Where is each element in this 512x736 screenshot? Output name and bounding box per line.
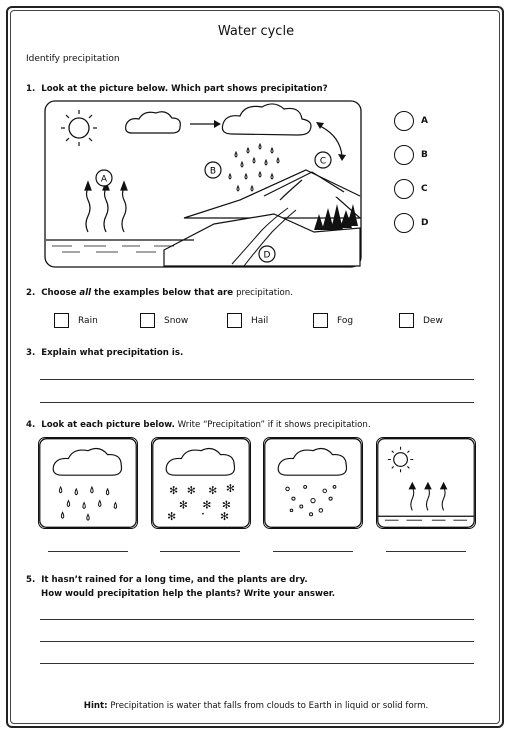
worksheet-subtitle: Identify precipitation <box>26 54 120 64</box>
question-3-text: Explain what precipitation is. <box>41 348 184 358</box>
worksheet-title: Water cycle <box>217 24 295 39</box>
diagram-label-d <box>259 246 275 262</box>
question-4 <box>26 420 371 430</box>
diagram-label-c <box>315 152 331 168</box>
svg-text:D: D <box>263 250 271 261</box>
question-4-number: 4. <box>26 420 36 430</box>
question-2 <box>26 288 293 298</box>
svg-text:C: C <box>319 156 327 167</box>
checkbox-hail-label: Hail <box>251 316 269 326</box>
answer-line-q3-1[interactable] <box>40 379 474 380</box>
option-b-label: B <box>421 150 428 160</box>
svg-text:✻: ✻ <box>178 498 188 512</box>
svg-text:✻: ✻ <box>167 510 177 524</box>
option-d-label: D <box>421 218 429 228</box>
hint-label: Hint: <box>83 701 108 711</box>
checkbox-fog[interactable] <box>313 313 328 328</box>
option-a-label: A <box>421 116 428 126</box>
picture-hail <box>263 437 363 529</box>
question-1 <box>26 84 328 94</box>
picture-evaporation <box>376 437 476 529</box>
svg-text:✻: ✻ <box>202 498 212 512</box>
checkbox-fog-label: Fog <box>337 316 354 326</box>
checkbox-snow-label: Snow <box>164 316 189 326</box>
checkbox-dew[interactable] <box>399 313 414 328</box>
option-c-circle[interactable] <box>394 179 414 199</box>
question-3 <box>26 348 183 358</box>
svg-text:✻: ✻ <box>225 481 235 495</box>
answer-line-q5-2[interactable] <box>40 641 474 642</box>
hint <box>0 701 512 711</box>
question-4-text-bold: Look at each picture below. <box>41 420 175 430</box>
svg-text:✻: ✻ <box>221 498 231 512</box>
answer-line-picture-4[interactable] <box>386 551 466 552</box>
option-d-circle[interactable] <box>394 213 414 233</box>
answer-line-q5-3[interactable] <box>40 663 474 664</box>
checkbox-rain-label: Rain <box>78 316 98 326</box>
question-5-number: 5. <box>26 575 36 585</box>
answer-line-picture-2[interactable] <box>160 551 240 552</box>
svg-text:✻: ✻ <box>219 510 229 524</box>
diagram-label-a <box>96 170 112 186</box>
question-2-number: 2. <box>26 288 36 298</box>
answer-line-picture-1[interactable] <box>48 551 128 552</box>
question-5 <box>26 575 308 585</box>
checkbox-dew-label: Dew <box>423 316 443 326</box>
checkbox-hail[interactable] <box>227 313 242 328</box>
svg-text:✻: ✻ <box>169 483 179 497</box>
checkbox-snow[interactable] <box>140 313 155 328</box>
question-2-emphasis: all <box>79 288 92 298</box>
question-2-text-pre: Choose <box>41 288 80 298</box>
svg-text:B: B <box>209 166 217 177</box>
question-2-text-end: precipitation. <box>236 288 293 298</box>
question-5-line-1: It hasn’t rained for a long time, and the plants are dry. <box>41 575 308 585</box>
svg-text:✻: ✻ <box>208 483 218 497</box>
option-a-circle[interactable] <box>394 111 414 131</box>
question-3-number: 3. <box>26 348 36 358</box>
answer-line-q3-2[interactable] <box>40 402 474 403</box>
option-b-circle[interactable] <box>394 145 414 165</box>
question-5-line-2: How would precipitation help the plants? Write your answer. <box>41 589 336 599</box>
question-1-number: 1. <box>26 84 36 94</box>
answer-line-q5-1[interactable] <box>40 619 474 620</box>
question-4-text-rest: Write “Precipitation” if it shows precipitation. <box>174 420 371 430</box>
diagram-label-b <box>205 162 221 178</box>
question-2-text-mid: the examples below that are <box>91 288 237 298</box>
answer-line-picture-3[interactable] <box>273 551 353 552</box>
hint-text: Precipitation is water that falls from clouds to Earth in liquid or solid form. <box>107 701 429 711</box>
option-c-label: C <box>421 184 428 194</box>
question-1-text: Look at the picture below. Which part shows precipitation? <box>41 84 328 94</box>
svg-text:•: • <box>201 512 205 519</box>
svg-text:✻: ✻ <box>186 483 196 497</box>
picture-snow <box>151 437 251 529</box>
picture-rain <box>38 437 138 529</box>
checkbox-rain[interactable] <box>54 313 69 328</box>
svg-text:A: A <box>100 174 108 185</box>
water-cycle-diagram <box>44 100 362 268</box>
